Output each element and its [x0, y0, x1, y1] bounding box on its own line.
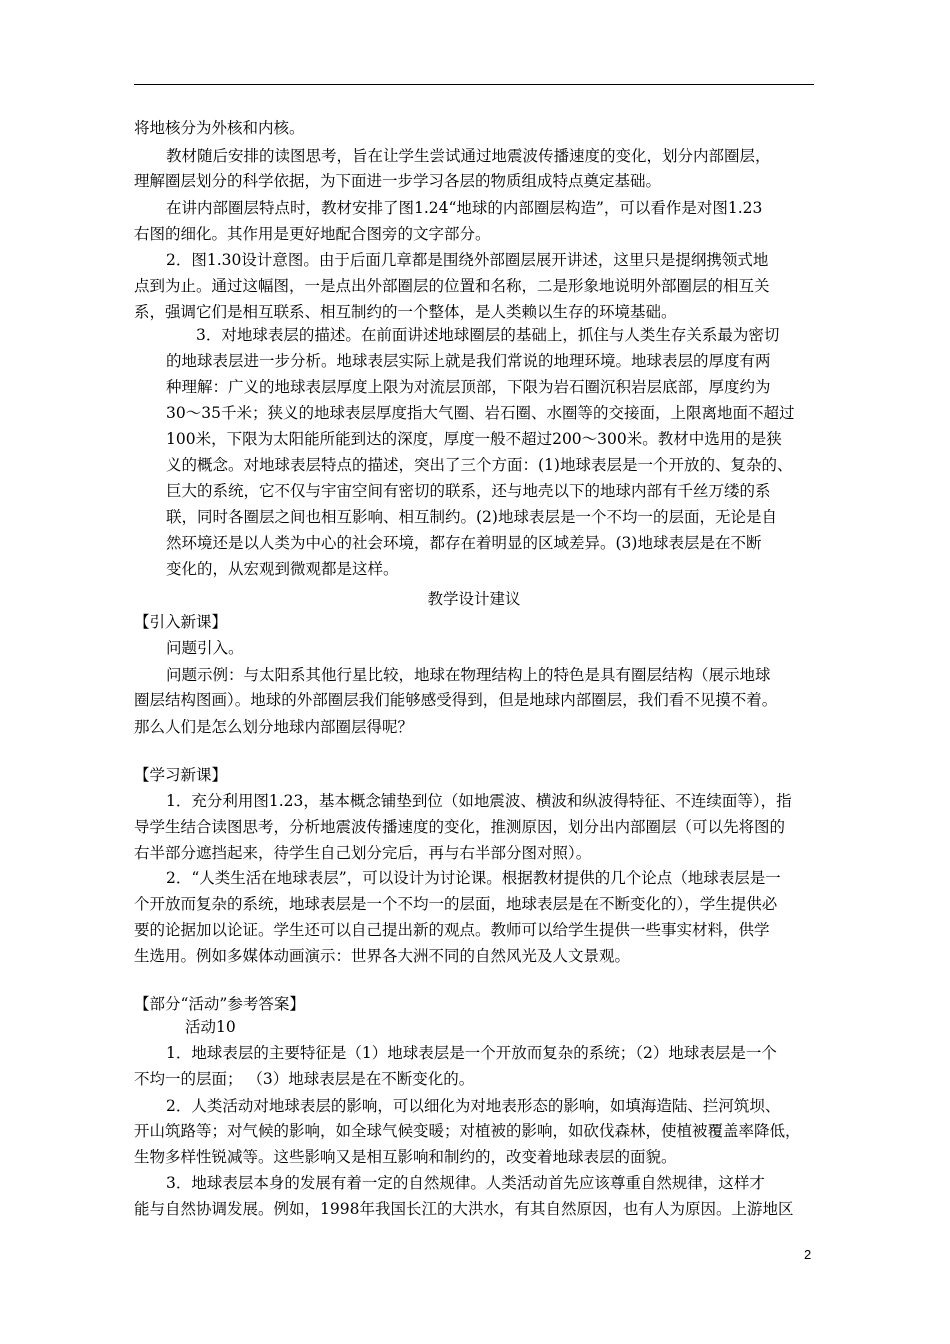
section-heading: 【引入新课】	[134, 613, 228, 631]
text-line: 30～35千米；狭义的地球表层厚度指大气圈、岩石圈、水圈等的交接面，上限离地面不超过	[166, 404, 795, 422]
text-line: 理解圈层划分的科学依据，为下面进一步学习各层的物质组成特点奠定基础。	[134, 172, 662, 190]
text-line: 问题引入。	[166, 639, 244, 657]
text-line: 1．地球表层的主要特征是（1）地球表层是一个开放而复杂的系统；（2）地球表层是一个	[166, 1044, 777, 1062]
text-line: 在讲内部圈层特点时，教材安排了图1.24“地球的内部圈层构造”，可以看作是对图1.23	[166, 199, 763, 217]
text-line: 右图的细化。其作用是更好地配合图旁的文字部分。	[134, 225, 491, 243]
text-line: 巨大的系统，它不仅与宇宙空间有密切的联系，还与地壳以下的地球内部有千丝万缕的系	[166, 482, 771, 500]
section-heading: 【学习新课】	[134, 766, 228, 784]
section-heading: 【部分“活动”参考答案】	[134, 995, 305, 1013]
text-line: 右半部分遮挡起来，待学生自己划分完后，再与右半部分图对照）。	[134, 844, 592, 862]
text-line: 教材随后安排的读图思考，旨在让学生尝试通过地震波传播速度的变化，划分内部圈层，	[166, 147, 771, 165]
text-line: 问题示例：与太阳系其他行星比较，地球在物理结构上的特色是具有圈层结构（展示地球	[166, 666, 771, 684]
text-line: 1．充分利用图1.23，基本概念铺垫到位（如地震波、横波和纵波得特征、不连续面等），指	[166, 792, 792, 810]
text-line: 导学生结合读图思考，分析地震波传播速度的变化，推测原因，划分出内部圈层（可以先将图的	[134, 818, 786, 836]
text-line: 圈层结构图画）。地球的外部圈层我们能够感受得到，但是地球内部圈层，我们看不见摸不着。	[134, 691, 778, 709]
text-line: 2．“人类生活在地球表层”，可以设计为讨论课。根据教材提供的几个论点（地球表层是一	[166, 869, 781, 887]
text-line: 3．地球表层本身的发展有着一定的自然规律。人类活动首先应该尊重自然规律，这样才	[166, 1174, 765, 1192]
text-line: 那么人们是怎么划分地球内部圈层得呢？	[134, 718, 414, 736]
text-line: 个开放而复杂的系统，地球表层是一个不均一的层面，地球表层是在不断变化的），学生提供必	[134, 895, 778, 913]
header-rule	[134, 84, 814, 85]
text-line: 100米，下限为太阳能所能到达的深度，厚度一般不超过200～300米。教材中选用的是狭	[166, 430, 782, 448]
text-line: 点到为止。通过这幅图，一是点出外部圈层的位置和名称，二是形象地说明外部圈层的相互关	[134, 277, 770, 295]
text-line: 开山筑路等；对气候的影响，如全球气候变暖；对植被的影响，如砍伐森林，使植被覆盖率降低，	[134, 1122, 801, 1140]
text-line: 要的论据加以论证。学生还可以自己提出新的观点。教师可以给学生提供一些事实材料，供学	[134, 921, 770, 939]
text-line: 3．对地球表层的描述。在前面讲述地球圈层的基础上，抓住与人类生存关系最为密切	[196, 326, 780, 344]
text-line: 2．图1.30设计意图。由于后面几章都是围绕外部圈层展开讲述，这里只是提纲携领式地	[166, 251, 769, 269]
page-number: 2	[804, 1247, 812, 1262]
text-line: 2．人类活动对地球表层的影响，可以细化为对地表形态的影响，如填海造陆、拦河筑坝、	[166, 1097, 781, 1115]
text-line: 生物多样性锐减等。这些影响又是相互影响和制约的，改变着地球表层的面貌。	[134, 1148, 677, 1166]
text-line: 将地核分为外核和内核。	[134, 119, 305, 137]
text-line: 生选用。例如多媒体动画演示：世界各大洲不同的自然风光及人文景观。	[134, 947, 631, 965]
text-line: 种理解：广义的地球表层厚度上限为对流层顶部，下限为岩石圈沉积岩层底部，厚度约为	[166, 378, 771, 396]
text-line: 变化的，从宏观到微观都是这样。	[166, 560, 399, 578]
text-line: 联，同时各圈层之间也相互影响、相互制约。(2)地球表层是一个不均一的层面，无论是自	[166, 508, 777, 526]
text-line: 系，强调它们是相互联系、相互制约的一个整体，是人类赖以生存的环境基础。	[134, 303, 677, 321]
text-line: 然环境还是以人类为中心的社会环境，都存在着明显的区域差异。(3)地球表层是在不断	[166, 534, 762, 552]
section-title: 教学设计建议	[427, 590, 521, 608]
text-line: 的地球表层进一步分析。地球表层实际上就是我们常说的地理环境。地球表层的厚度有两	[166, 352, 771, 370]
text-line: 能与自然协调发展。例如，1998年我国长江的大洪水，有其自然原因，也有人为原因。上游地区	[134, 1200, 794, 1218]
text-line: 义的概念。对地球表层特点的描述，突出了三个方面：(1)地球表层是一个开放的、复杂的、	[166, 456, 793, 474]
text-line: 不均一的层面； （3）地球表层是在不断变化的。	[134, 1070, 475, 1088]
text-line: 活动10	[185, 1018, 236, 1036]
